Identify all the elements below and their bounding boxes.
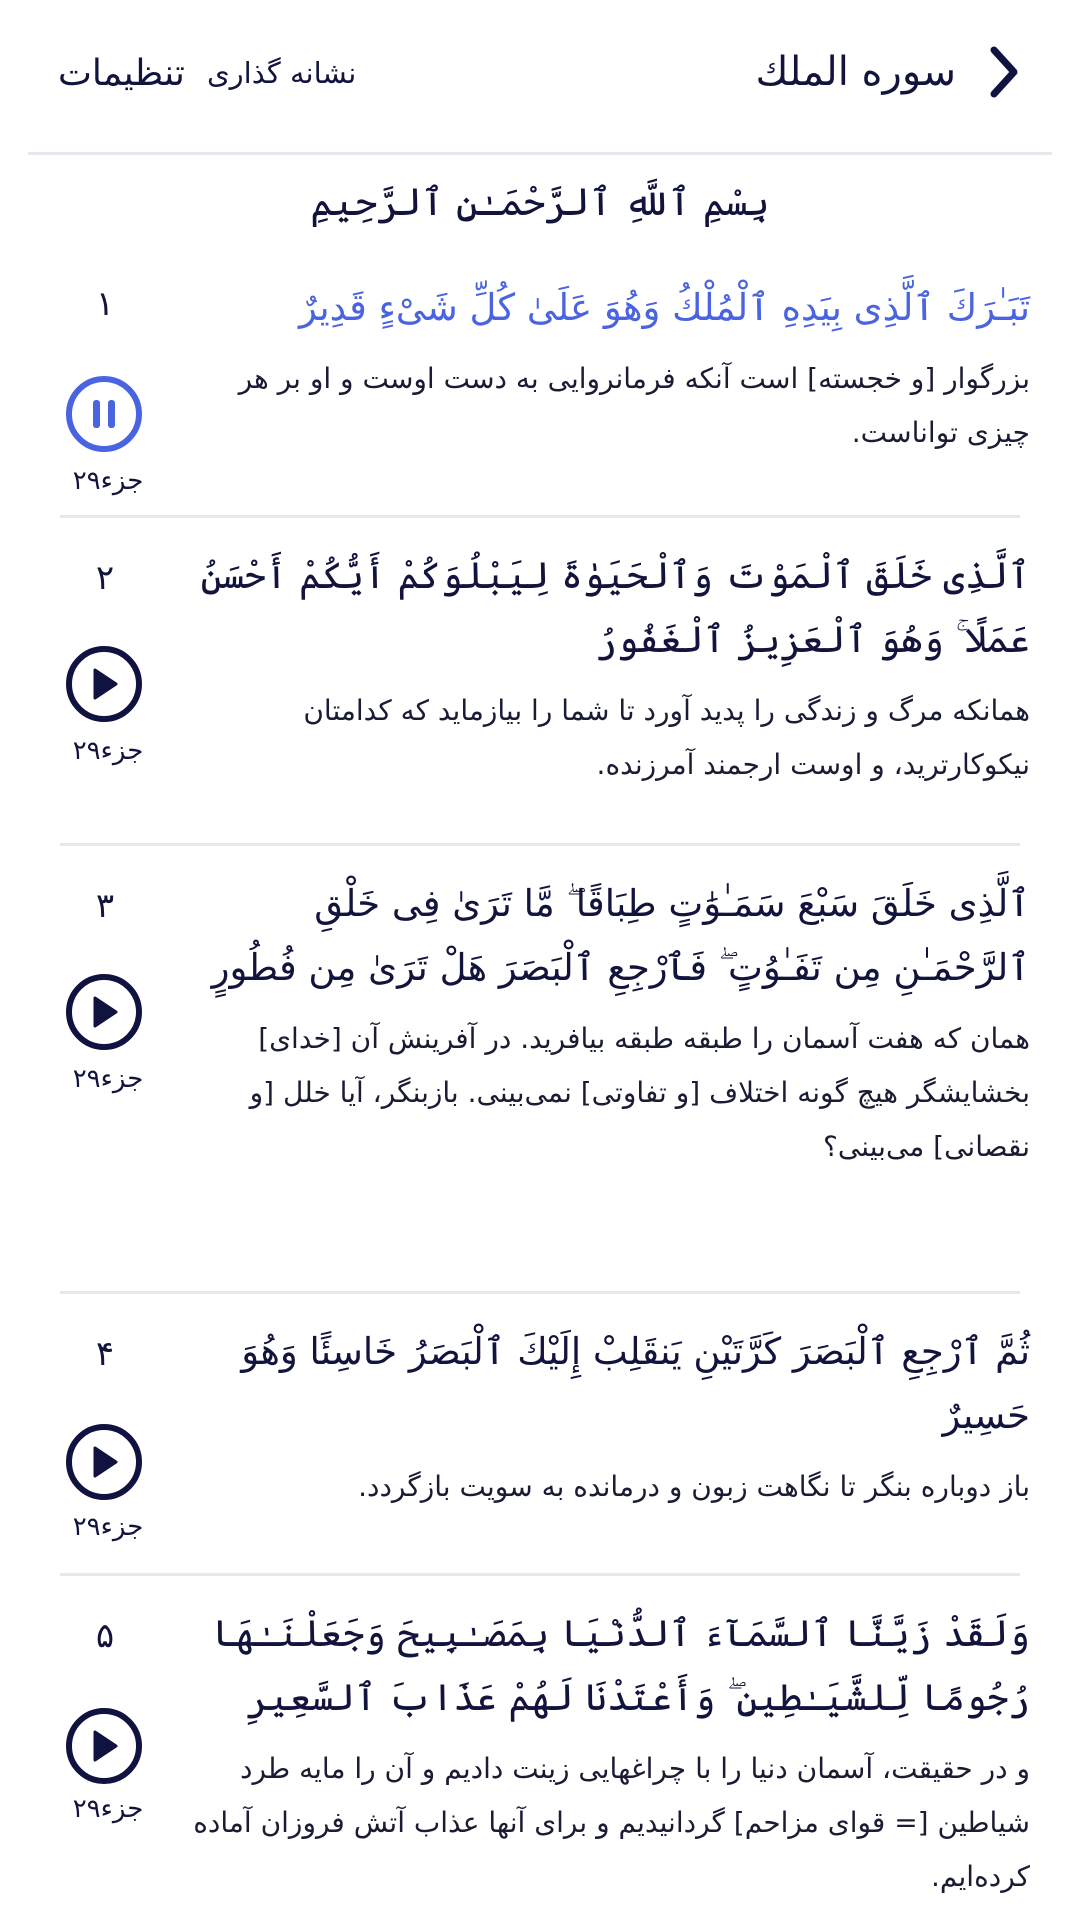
verse-arabic-text: تَبَـٰرَكَ ٱلَّذِى بِيَدِهِ ٱلْمُلْكُ وَهُوَ عَلَىٰ كُلِّ شَىْءٍ قَدِيرٌ <box>298 286 1030 329</box>
verse-arabic-text: وَلَقَدْ زَيَّنَّا ٱلسَّمَآءَ ٱلدُّنْيَا بِمَصَـٰبِيحَ وَجَعَلْنَـٰهَا رُجُومًا لِّلشَّيَـٰطِينِ ۖ وَأَعْتَدْنَا لَهُمْ عَذَابَ ٱلسَّعِيرِ <box>212 1612 1030 1719</box>
juz-label: جزء۲۹ <box>72 466 144 496</box>
bookmark-button[interactable]: نشانه گذاری <box>206 56 357 90</box>
verse-body <box>170 276 1030 460</box>
play-button[interactable] <box>66 974 142 1050</box>
verse-translation: بزرگوار [و خجسته] است آنکه فرمانروایی به دست اوست و او بر هر چیزی تواناست. <box>238 362 1030 449</box>
settings-button[interactable]: تنظیمات <box>58 52 185 94</box>
play-button[interactable] <box>66 1424 142 1500</box>
verse-arabic-text: ٱلَّذِى خَلَقَ ٱلْمَوْتَ وَٱلْحَيَوٰةَ لِيَبْلُوَكُمْ أَيُّكُمْ أَحْسَنُ عَمَلًا ۚ وَهُوَ ٱلْعَزِيزُ ٱلْغَفُورُ <box>200 554 1030 661</box>
verse-side <box>60 518 160 846</box>
verse-body <box>170 544 1030 792</box>
play-button[interactable] <box>66 1708 142 1784</box>
verse-number: ۵ <box>95 1616 115 1656</box>
play-icon <box>89 667 119 701</box>
verse-item <box>0 518 1080 846</box>
basmala: بِسْمِ ٱللَّهِ ٱلرَّحْمَـٰنِ ٱلرَّحِيمِ <box>310 180 770 224</box>
verse-item <box>0 1576 1080 1916</box>
verse-translation: و در حقیقت، آسمان دنیا را با چراغهایی زینت دادیم و آن را مایه طرد شیاطین [= قوای مزاحم] گردانیدیم و برای آنها عذاب آتش فروزان آماده کرده‌ایم. <box>193 1752 1030 1893</box>
verse-item <box>0 846 1080 1294</box>
verse-arabic-text: ٱلَّذِى خَلَقَ سَبْعَ سَمَـٰوَٰتٍ طِبَاقًا ۖ مَّا تَرَىٰ فِى خَلْقِ ٱلرَّحْمَـٰنِ مِن تَفَـٰوُتٍ ۖ فَٱرْجِعِ ٱلْبَصَرَ هَلْ تَرَىٰ مِن فُطُورٍ <box>211 882 1030 989</box>
verse-arabic-text: ثُمَّ ٱرْجِعِ ٱلْبَصَرَ كَرَّتَيْنِ يَنقَلِبْ إِلَيْكَ ٱلْبَصَرُ خَاسِئًا وَهُوَ حَسِيرٌ <box>241 1330 1030 1437</box>
pause-button[interactable] <box>66 376 142 452</box>
juz-label: جزء۲۹ <box>72 1064 144 1094</box>
juz-label: جزء۲۹ <box>72 1512 144 1542</box>
verse-side <box>60 1294 160 1576</box>
verse-number: ٣ <box>95 886 115 926</box>
verse-list <box>0 250 1080 1916</box>
verse-body <box>170 1320 1030 1514</box>
verse-side <box>60 846 160 1294</box>
verse-translation: همان که هفت آسمان را طبقه طبقه بیافرید. در آفرینش آن [خدای] بخشایشگر هیچ گونه اختلاف [و تفاوتی] نمی‌بینی. بازبنگر، آیا خلل [و نقصانی] می‌بینی؟ <box>249 1022 1030 1163</box>
play-icon <box>89 1729 119 1763</box>
back-button[interactable] <box>984 42 1024 102</box>
juz-label: جزء۲۹ <box>72 1794 144 1824</box>
verse-number: ٢ <box>95 558 115 598</box>
verse-item <box>0 1294 1080 1576</box>
page-title: سوره الملك <box>755 49 956 95</box>
top-app-bar <box>28 0 1052 155</box>
pause-icon <box>89 398 119 430</box>
play-button[interactable] <box>66 646 142 722</box>
verse-number: ١ <box>95 284 115 324</box>
verse-number: ۴ <box>95 1334 115 1374</box>
verse-body <box>170 1602 1030 1904</box>
verse-body <box>170 872 1030 1174</box>
verse-translation: همانکه مرگ و زندگی را پدید آورد تا شما را بیازماید که کدامتان نیکوکارترید، و اوست ارجمند آمرزنده. <box>303 694 1030 781</box>
header-actions <box>58 48 356 98</box>
verse-side <box>60 1576 160 1916</box>
verse-item <box>0 250 1080 518</box>
play-icon <box>89 995 119 1029</box>
juz-label: جزء۲۹ <box>72 736 144 766</box>
title-area <box>755 42 1024 102</box>
chevron-right-icon <box>988 46 1020 98</box>
play-icon <box>89 1445 119 1479</box>
verse-side <box>60 250 160 518</box>
verse-translation: باز دوباره بنگر تا نگاهت زبون و درمانده به سویت بازگردد. <box>358 1470 1030 1503</box>
